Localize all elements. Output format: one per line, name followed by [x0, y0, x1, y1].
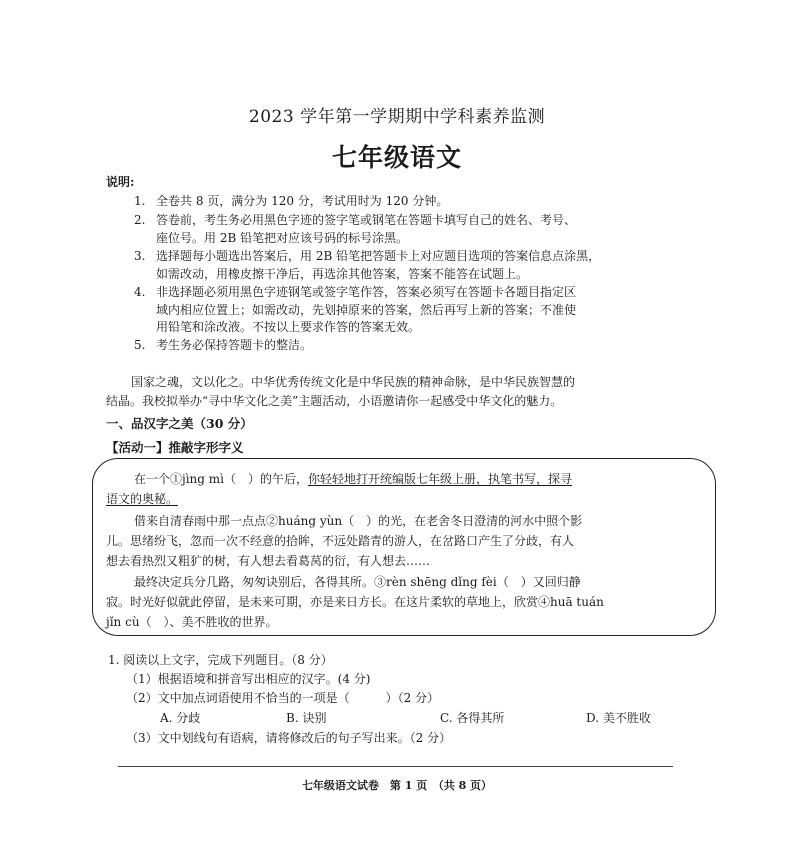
question-1-2: （2）文中加点词语使用不恰当的一项是（ ）（2 分） [126, 691, 440, 705]
passage-line-8: jǐn cù（ ）、美不胜收的世界。 [106, 615, 278, 629]
passage-text: 在一个①jìng mì（ ）的午后， [134, 472, 309, 486]
exam-subtitle: 七年级语文 [331, 143, 462, 172]
note-number: 4. [134, 285, 146, 299]
footer-divider [118, 766, 673, 767]
option-b: B. 诀别 [286, 711, 327, 725]
passage-line-1 [134, 470, 572, 487]
option-c: C. 各得其所 [440, 711, 505, 725]
intro-line-1: 国家之魂，文以化之。中华优秀传统文化是中华民族的精神命脉，是中华民族智慧的 [131, 375, 576, 389]
page-footer: 七年级语文试卷 第 1 页 （共 8 页） [301, 779, 493, 792]
passage-line-5: 想去看热烈又粗犷的树，有人想去看葛莴的衍，有人想去…… [106, 554, 431, 568]
exam-title: 2023 学年第一学期期中学科素养监测 [248, 107, 546, 127]
question-1-1: （1）根据语境和拼音写出相应的汉字。(4 分) [126, 672, 371, 686]
passage-line-3: 借来自清春雨中那一点点②huáng yùn（ ）的光，在老舍冬日澄清的河水中照个影 [134, 514, 583, 528]
note-number: 5. [134, 338, 146, 352]
note-text: 答卷前，考生务必用黑色字迹的签字笔或钢笔在答题卡填写自己的姓名、考号、 [156, 213, 577, 227]
note-text: 非选择题必须用黑色字迹钢笔或签字笔作答，答案必须写在答题卡各题目指定区 [156, 285, 577, 299]
option-d: D. 美不胜收 [586, 711, 651, 725]
note-text: 如需改动，用橡皮擦干净后，再选涂其他答案，答案不能答在试题上。 [156, 267, 529, 281]
question-1-3: （3）文中划线句有语病，请将修改后的句子写出来。（2 分） [126, 731, 452, 745]
note-number: 2. [134, 213, 146, 227]
activity-heading: 【活动一】推敲字形字义 [106, 440, 244, 455]
section-heading: 一、品汉字之美（30 分） [106, 416, 253, 431]
note-number: 3. [134, 249, 146, 263]
note-number: 1. [134, 194, 146, 208]
note-text: 座位号。用 2B 铅笔把对应该号码的标号涂黑。 [156, 231, 409, 245]
option-a: A. 分歧 [160, 711, 201, 725]
note-text: 用铅笔和涂改液。不按以上要求作答的答案无效。 [156, 320, 421, 334]
note-text: 选择题每小题选出答案后，用 2B 铅笔把答题卡上对应题目选项的答案信息点涂黑， [156, 249, 601, 263]
note-text: 全卷共 8 页，满分为 120 分，考试用时为 120 分钟。 [156, 194, 449, 208]
passage-line-4: 儿。思绪纷飞，忽而一次不经意的拾眸，不远处踏青的游人，在岔路口产生了分歧，有人 [106, 534, 575, 548]
underlined-sentence: 你轻轻地打开统编版七年级上册，执笔书写，探寻 [308, 472, 573, 486]
note-text: 考生务必保持答题卡的整洁。 [156, 338, 313, 352]
passage-line-7: 寂。时光好似就此停留，是未来可期，亦是来日方长。在这片柔软的草地上，欣赏④huā tuán [106, 595, 604, 609]
notes-heading: 说明: [106, 175, 135, 189]
note-text: 域内相应位置上；如需改动，先划掉原来的答案，然后再写上新的答案；不准使 [156, 303, 577, 317]
underlined-sentence-end: 语文的奥秘。 [106, 492, 179, 506]
question-1: 1. 阅读以上文字，完成下列题目。（8 分） [108, 653, 333, 667]
intro-line-2: 结晶。我校拟举办“寻中华文化之美”主题活动，小语邀请你一起感受中华文化的魅力。 [106, 394, 563, 408]
passage-line-6: 最终决定兵分几路，匆匆诀别后，各得其所。③rèn shēng dǐng fèi（ ）又回归静 [134, 575, 581, 589]
